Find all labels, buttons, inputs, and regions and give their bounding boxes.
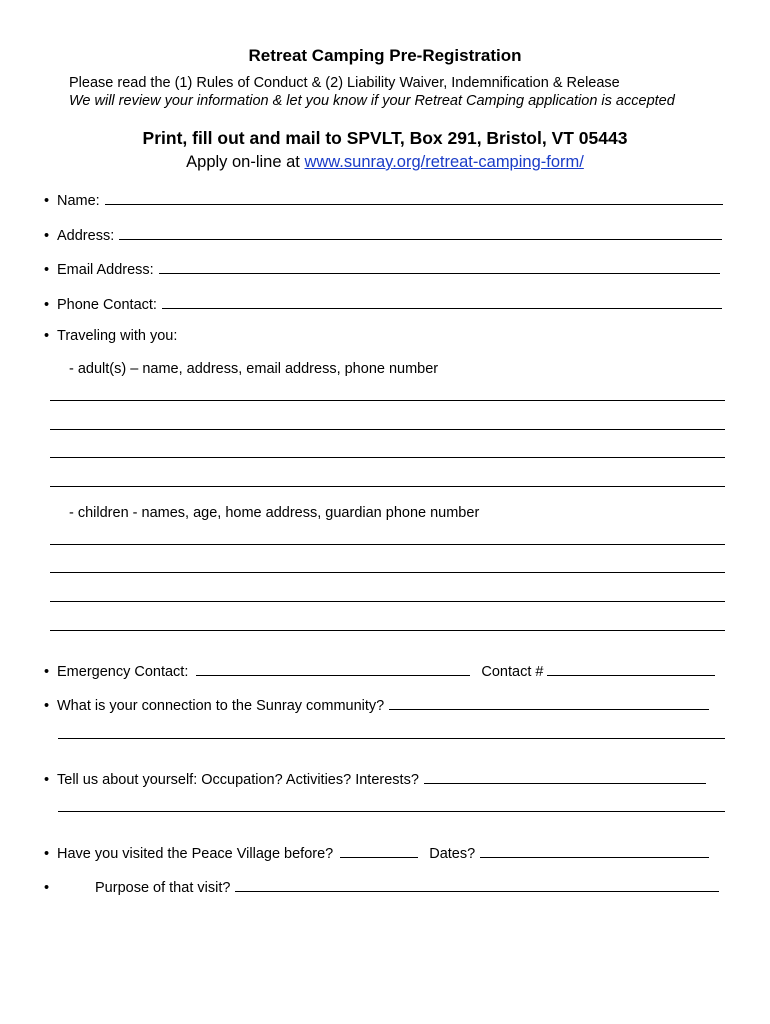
bullet: • (44, 664, 50, 680)
intro-review-text: We will review your information & let you know if your Retreat Camping application is accepted (69, 93, 675, 109)
bullet: • (44, 297, 50, 313)
name-label: Name: (57, 193, 100, 209)
mail-instructions: Print, fill out and mail to SPVLT, Box 291, Bristol, VT 05443 (142, 128, 628, 148)
children-label: - children - names, age, home address, guardian phone number (69, 505, 480, 521)
apply-online-link[interactable]: www.sunray.org/retreat-camping-form/ (304, 153, 584, 171)
bullet: • (44, 328, 50, 344)
connection-line-2[interactable] (58, 738, 725, 739)
adults-line-1[interactable] (50, 400, 725, 401)
connection-label: What is your connection to the Sunray community? (57, 698, 385, 714)
phone-label: Phone Contact: (57, 297, 157, 313)
email-label: Email Address: (57, 262, 154, 278)
bullet: • (44, 193, 50, 209)
email-field (44, 259, 720, 278)
emergency-label: Emergency Contact: (57, 664, 189, 680)
emergency-field (44, 661, 715, 680)
intro-rules-text: Please read the (1) Rules of Conduct & (2) Liability Waiver, Indemnification & Release (69, 75, 620, 91)
bullet: • (44, 698, 50, 714)
phone-field (44, 294, 722, 313)
bullet: • (44, 880, 50, 896)
apply-prefix: Apply on-line at (186, 153, 305, 171)
name-field (44, 190, 723, 209)
name-input-line[interactable] (105, 190, 723, 205)
about-input-line[interactable] (424, 769, 706, 784)
bullet: • (44, 228, 50, 244)
bullet: • (44, 846, 50, 862)
about-label: Tell us about yourself: Occupation? Activities? Interests? (57, 772, 419, 788)
children-line-1[interactable] (50, 544, 725, 545)
purpose-label: Purpose of that visit? (95, 880, 231, 896)
adults-line-3[interactable] (50, 457, 725, 458)
apply-online-line (0, 153, 770, 172)
adults-label: - adult(s) – name, address, email address, phone number (69, 361, 439, 377)
about-field (44, 769, 706, 788)
connection-input-line[interactable] (389, 695, 709, 710)
address-label: Address: (57, 228, 115, 244)
about-line-2[interactable] (58, 811, 725, 812)
dates-input-line[interactable] (480, 843, 709, 858)
contact-number-input-line[interactable] (547, 661, 715, 676)
children-line-4[interactable] (50, 630, 725, 631)
purpose-field (44, 877, 719, 896)
visited-input-line[interactable] (340, 843, 418, 858)
purpose-input-line[interactable] (235, 877, 719, 892)
phone-input-line[interactable] (162, 294, 722, 309)
traveling-label: Traveling with you: (57, 328, 178, 344)
emergency-input-line[interactable] (196, 661, 470, 676)
address-field (44, 225, 722, 244)
visited-label: Have you visited the Peace Village before? (57, 846, 334, 862)
visited-field (44, 843, 709, 862)
bullet: • (44, 772, 50, 788)
adults-line-2[interactable] (50, 429, 725, 430)
form-title: Retreat Camping Pre-Registration (248, 46, 522, 65)
contact-number-label: Contact # (481, 664, 544, 680)
bullet: • (44, 262, 50, 278)
children-line-3[interactable] (50, 601, 725, 602)
children-line-2[interactable] (50, 572, 725, 573)
connection-field (44, 695, 709, 714)
email-input-line[interactable] (159, 259, 720, 274)
traveling-field (44, 328, 177, 344)
dates-label: Dates? (429, 846, 476, 862)
address-input-line[interactable] (119, 225, 722, 240)
adults-line-4[interactable] (50, 486, 725, 487)
